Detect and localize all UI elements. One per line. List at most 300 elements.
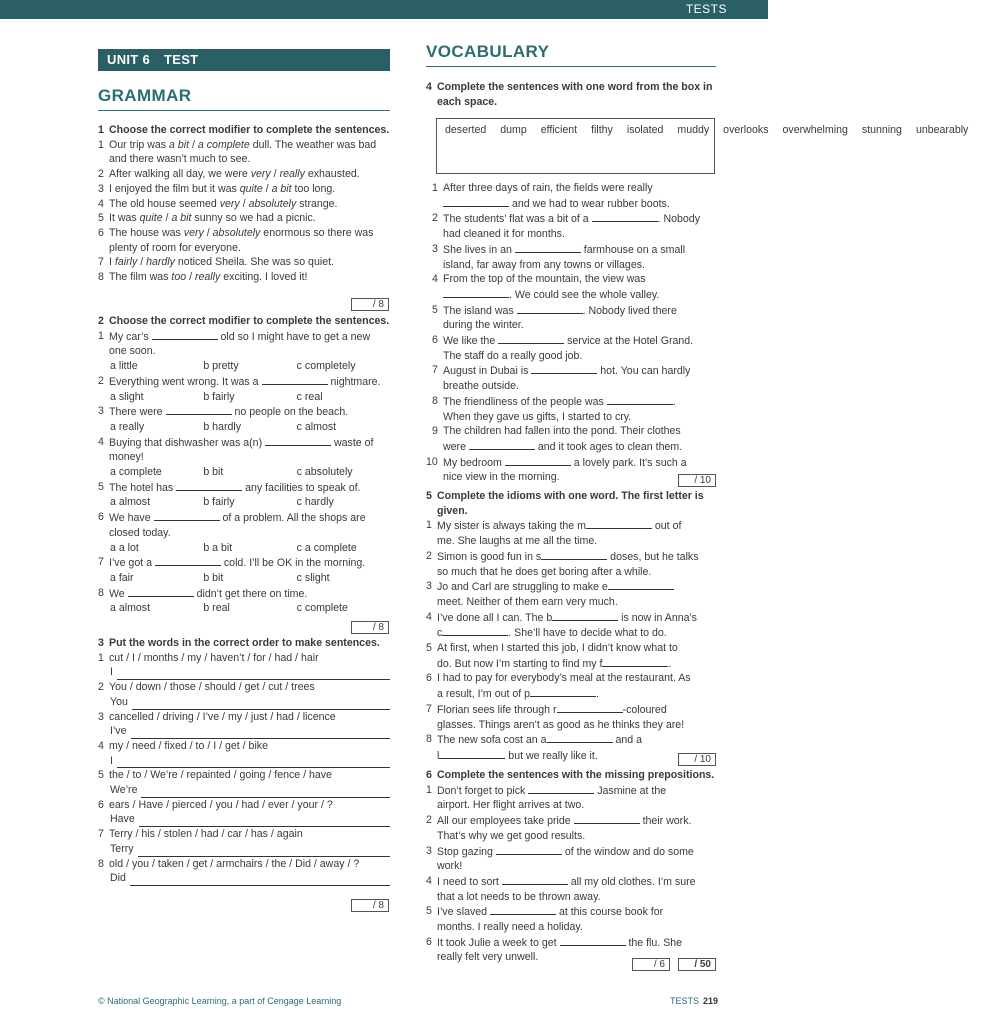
question-text: [443, 439, 718, 455]
question-number: 3: [426, 580, 432, 593]
question-item: [98, 270, 390, 285]
question-text: [443, 242, 718, 258]
text-segment: so much that he does get boring after a while.: [437, 565, 652, 578]
sentence-start: Have: [110, 813, 135, 826]
answer-gap[interactable]: [439, 748, 505, 759]
answer-line: [98, 871, 390, 886]
question-line: [432, 227, 718, 242]
option-c: c real: [296, 390, 323, 403]
score-box-5: / 10: [678, 753, 716, 766]
question-number: [426, 829, 437, 844]
question-number: [426, 798, 437, 813]
options-row: [98, 420, 390, 435]
question-text: [437, 718, 718, 733]
answer-gap[interactable]: [592, 211, 658, 222]
box-word: filthy: [591, 124, 613, 136]
text-segment: really felt very unwell.: [437, 951, 539, 964]
text-segment: My car’s: [109, 330, 152, 343]
question-text: [109, 270, 390, 285]
answer-gap[interactable]: [517, 303, 583, 314]
question-number: 1: [426, 783, 432, 796]
option-1: quite: [139, 212, 163, 225]
question-text: [109, 480, 390, 496]
question-item: [98, 798, 390, 813]
option-b: b fairly: [203, 496, 235, 509]
question-line: [432, 363, 718, 379]
text-segment: noticed Sheila. She was so quiet.: [174, 256, 334, 269]
question-item: [98, 739, 390, 754]
text-segment: She lives in an: [443, 243, 515, 256]
question-number: 1: [98, 329, 104, 342]
question-line: [432, 424, 718, 439]
answer-gap[interactable]: [574, 813, 640, 824]
box-word: muddy: [677, 124, 710, 136]
text-segment: The film was: [109, 271, 172, 284]
sentence-start: I: [110, 666, 113, 679]
question-text: [443, 394, 718, 410]
question-text: [443, 455, 718, 471]
question-line: [426, 686, 718, 702]
text-segment: all my old clothes. I’m sure: [567, 875, 696, 888]
answer-gap[interactable]: [155, 555, 221, 566]
question-number: 6: [426, 935, 432, 948]
option-c: c slight: [296, 571, 330, 584]
question-number: 7: [98, 256, 104, 269]
answer-gap[interactable]: [469, 439, 535, 450]
text-segment: strange.: [296, 197, 338, 210]
question-item: [98, 827, 390, 842]
question-text: [437, 732, 718, 748]
sentence-start: We’re: [110, 784, 138, 797]
exercise-6: [426, 768, 718, 965]
slash: /: [189, 138, 198, 151]
answer-line: [98, 695, 390, 710]
text-segment: of the window and do some: [561, 845, 694, 858]
question-number: 8: [98, 586, 104, 599]
scrambled-words: old / you / taken / get / armchairs / the / Did / away / ?: [109, 857, 360, 870]
text-segment: glasses. Things aren’t as good as he thinks they are!: [437, 718, 685, 731]
question-number: 8: [432, 394, 438, 407]
question-number: 6: [98, 226, 104, 239]
question-line: [432, 272, 718, 287]
scrambled-words: my / need / fixed / to / I / get / bike: [109, 739, 268, 752]
answer-gap[interactable]: [530, 686, 596, 697]
answer-gap[interactable]: [515, 242, 581, 253]
answer-gap[interactable]: [505, 455, 571, 466]
answer-input[interactable]: [139, 816, 390, 827]
text-segment: Don’t forget to pick: [437, 784, 529, 797]
option-1: very: [183, 226, 204, 239]
answer-gap[interactable]: [176, 480, 242, 491]
question-text: [437, 813, 718, 829]
question-line: [432, 333, 718, 349]
copyright: © National Geographic Learning, a part of Cengage Learning: [98, 996, 342, 1006]
slash: /: [239, 197, 249, 210]
question-line: [432, 303, 718, 319]
question-text: [443, 227, 718, 242]
answer-input[interactable]: [117, 669, 390, 680]
option-b: b real: [203, 602, 230, 615]
question-number: 6: [426, 672, 432, 685]
answer-gap[interactable]: [496, 844, 562, 855]
text-segment: The island was: [443, 304, 517, 317]
question-item: [98, 651, 390, 666]
text-segment: their work.: [639, 815, 692, 828]
option-1: too: [171, 271, 187, 284]
answer-input[interactable]: [132, 699, 390, 710]
question-number: 8: [98, 857, 104, 870]
answer-gap[interactable]: [128, 586, 194, 597]
question-number: 2: [426, 549, 432, 562]
answer-gap[interactable]: [154, 510, 220, 521]
question-number: 7: [98, 828, 104, 841]
question-number: 2: [426, 814, 432, 827]
question-text: [437, 565, 718, 580]
text-segment: out of: [651, 520, 682, 533]
answer-gap[interactable]: [490, 904, 556, 915]
text-segment: me. She laughs at me all the time.: [437, 535, 598, 548]
text-segment: do. But now I’m starting to find my f: [437, 657, 603, 670]
option-a: a slight: [110, 390, 144, 403]
text-segment: a result, I’m out of p: [437, 688, 531, 701]
question-number: 1: [426, 519, 432, 532]
exercise-3: [98, 636, 390, 886]
question-number: [432, 410, 443, 425]
question-line: [432, 287, 718, 303]
question-item: [98, 586, 390, 602]
question-line: [432, 349, 718, 364]
question-item: [98, 197, 390, 212]
exercise-number: 4: [426, 81, 432, 93]
sentence-start: I: [110, 754, 113, 767]
text-segment: .: [672, 395, 676, 408]
text-segment: waste of money!: [109, 436, 374, 464]
question-number: [426, 595, 437, 610]
slash: /: [186, 271, 195, 284]
scrambled-words: Terry / his / stolen / had / car / has / again: [109, 828, 303, 841]
answer-gap[interactable]: [265, 435, 331, 446]
question-number: 7: [432, 364, 438, 377]
text-segment: The house was: [109, 226, 184, 239]
answer-gap[interactable]: [166, 404, 232, 415]
question-line: [426, 671, 718, 686]
question-number: 9: [432, 425, 438, 438]
question-number: [432, 287, 443, 303]
question-text: [443, 470, 718, 485]
answer-gap[interactable]: [442, 625, 508, 636]
answer-gap[interactable]: [502, 874, 568, 885]
question-item: [98, 510, 390, 540]
question-line: [426, 813, 718, 829]
answer-gap[interactable]: [547, 732, 613, 743]
question-line: [432, 196, 718, 212]
scrambled-words: cancelled / driving / I’ve / my / just / had / licence: [109, 710, 336, 723]
exercise-4: [426, 181, 718, 485]
question-line: [426, 920, 718, 935]
question-line: [426, 844, 718, 860]
question-text: [437, 920, 718, 935]
exercise-4-instruction: [426, 80, 718, 109]
question-number: [432, 196, 443, 212]
answer-line: [98, 665, 390, 680]
question-text: [443, 181, 718, 196]
answer-gap[interactable]: [560, 935, 626, 946]
question-line: [426, 565, 718, 580]
option-b: b hardly: [203, 420, 242, 433]
question-number: [432, 349, 443, 364]
answer-gap[interactable]: [552, 610, 618, 621]
options-row: [98, 465, 390, 480]
question-line: [426, 549, 718, 565]
answer-gap[interactable]: [586, 518, 652, 529]
question-text: [437, 579, 718, 595]
text-segment: and a: [612, 734, 643, 747]
answer-gap[interactable]: [531, 363, 597, 374]
text-segment: I’ve slaved: [437, 906, 490, 919]
answer-gap[interactable]: [557, 702, 623, 713]
question-number: [432, 439, 443, 455]
text-segment: the flu. She: [625, 936, 683, 949]
grammar-rule: [98, 110, 390, 111]
question-line: [432, 379, 718, 394]
answer-input[interactable]: [130, 875, 390, 886]
question-item: [98, 138, 390, 167]
question-text: [109, 182, 390, 197]
question-number: 7: [426, 702, 432, 715]
text-segment: Simon is good fun in s: [437, 550, 542, 563]
instruction-text: Choose the correct modifier to complete the sentences.: [109, 315, 390, 327]
question-line: [426, 859, 718, 874]
word-box: [436, 118, 969, 174]
text-segment: at this course book for: [556, 906, 664, 919]
answer-input[interactable]: [131, 728, 391, 739]
question-text: [109, 586, 390, 602]
text-segment: during the winter.: [443, 319, 524, 332]
answer-line: [98, 724, 390, 739]
question-text: [437, 950, 718, 965]
question-number: [426, 748, 440, 764]
sentence-start: Did: [110, 872, 126, 885]
instruction: [98, 636, 390, 651]
text-segment: but we really like it.: [505, 749, 598, 762]
text-segment: The new sofa cost an a: [437, 734, 547, 747]
option-b: b fairly: [203, 390, 235, 403]
answer-line: [98, 812, 390, 827]
text-segment: Our trip was: [109, 138, 170, 151]
question-item: [98, 680, 390, 695]
question-text: [109, 197, 390, 212]
text-segment: That’s why we get good results.: [437, 829, 586, 842]
question-number: 5: [426, 905, 432, 918]
box-word: deserted: [445, 124, 487, 136]
option-1: very: [250, 168, 271, 181]
instruction-text: Choose the correct modifier to complete the sentences.: [109, 124, 390, 136]
question-number: [426, 565, 437, 580]
question-number: [426, 686, 437, 702]
text-segment: exciting. I loved it!: [220, 271, 308, 284]
question-number: 5: [432, 303, 438, 316]
question-text: [443, 424, 718, 439]
option-2: absolutely: [212, 226, 261, 239]
option-2: absolutely: [248, 197, 297, 210]
question-number: 3: [426, 844, 432, 857]
text-segment: Everything went wrong. It was a: [109, 375, 262, 388]
question-line: [432, 181, 718, 196]
unit-banner: [98, 49, 390, 71]
option-a: a really: [110, 420, 145, 433]
question-number: 7: [98, 556, 104, 569]
answer-gap[interactable]: [498, 333, 564, 344]
text-segment: no people on the beach.: [231, 406, 349, 419]
question-number: [426, 625, 437, 641]
unit-title: UNIT 6: [107, 52, 150, 67]
answer-gap[interactable]: [262, 374, 328, 385]
box-word: isolated: [626, 124, 664, 136]
answer-input[interactable]: [138, 846, 390, 857]
question-text: [109, 138, 390, 167]
text-segment: is now in Anna’s: [618, 611, 697, 624]
question-text: [109, 510, 390, 540]
answer-gap[interactable]: [152, 329, 218, 340]
question-text: [443, 211, 718, 227]
question-line: [432, 242, 718, 258]
question-number: 3: [432, 242, 438, 255]
question-text: [437, 610, 718, 626]
vocabulary-rule: [426, 66, 716, 67]
answer-gap[interactable]: [602, 656, 668, 667]
text-segment: enormous so there was plenty of room for everyone.: [109, 226, 374, 254]
question-text: [109, 555, 390, 571]
question-number: 8: [98, 271, 104, 284]
question-line: [432, 211, 718, 227]
text-segment: cold. I’ll be OK in the morning.: [220, 557, 366, 570]
question-text: [437, 595, 718, 610]
question-number: 4: [426, 610, 432, 623]
question-item: [98, 480, 390, 496]
text-segment: service at the Hotel Grand.: [564, 335, 694, 348]
answer-input[interactable]: [141, 787, 390, 798]
question-number: 2: [98, 374, 104, 387]
text-segment: . Nobody: [657, 213, 700, 226]
text-segment: and it took ages to clean them.: [534, 440, 683, 453]
text-segment: Stop gazing: [437, 845, 496, 858]
question-number: 6: [432, 334, 438, 347]
text-segment: I had to pay for everybody’s meal at the restaurant. As: [437, 672, 691, 685]
question-text: [437, 935, 718, 951]
exercise-number: 6: [426, 769, 432, 781]
top-bar: [0, 0, 768, 19]
answer-gap[interactable]: [443, 287, 509, 298]
text-segment: I’ve done all I can. The b: [437, 611, 553, 624]
question-line: [426, 890, 718, 905]
question-line: [426, 950, 718, 965]
grammar-heading: GRAMMAR: [98, 86, 192, 105]
question-item: [98, 710, 390, 725]
text-segment: c: [437, 627, 443, 640]
text-segment: I need to sort: [437, 875, 502, 888]
box-word: overwhelming: [782, 124, 848, 136]
text-segment: There were: [109, 406, 166, 419]
question-item: [98, 167, 390, 182]
question-line: [426, 935, 718, 951]
text-segment: work!: [437, 860, 463, 873]
option-b: b bit: [203, 571, 224, 584]
answer-gap[interactable]: [607, 394, 673, 405]
option-1: quite: [239, 182, 263, 195]
text-segment: We have: [109, 512, 154, 525]
option-c: c complete: [296, 602, 348, 615]
question-text: [443, 363, 718, 379]
question-line: [426, 518, 718, 534]
option-c: c almost: [296, 420, 337, 433]
question-number: [432, 470, 443, 485]
sentence-start: I’ve: [110, 725, 127, 738]
question-text: [437, 890, 718, 905]
question-number: 3: [98, 710, 104, 723]
answer-input[interactable]: [117, 757, 390, 768]
question-text: [437, 671, 718, 686]
question-line: [432, 394, 718, 410]
answer-gap[interactable]: [528, 783, 594, 794]
text-segment: .: [596, 688, 599, 701]
question-number: [432, 379, 443, 394]
text-segment: I enjoyed the film but it was: [109, 182, 240, 195]
page-footer: TESTS 219: [670, 996, 719, 1006]
text-segment: The children had fallen into the pond. Their clothes: [443, 425, 681, 438]
question-text: [437, 844, 718, 860]
question-text: [109, 226, 390, 255]
slash: /: [270, 168, 280, 181]
exercise-2: [98, 314, 390, 616]
question-text: [437, 783, 718, 799]
question-text: [443, 258, 718, 273]
answer-gap[interactable]: [608, 579, 674, 590]
question-number: [432, 227, 443, 242]
option-a: a a lot: [110, 541, 139, 554]
question-item: [98, 329, 390, 359]
answer-line: [98, 783, 390, 798]
answer-gap[interactable]: [443, 196, 509, 207]
text-segment: My bedroom: [443, 456, 505, 469]
sentence-start: Terry: [110, 842, 134, 855]
text-segment: When they gave us gifts, I started to cry.: [443, 410, 632, 423]
question-line: [426, 656, 718, 672]
option-2: a bit: [171, 212, 192, 225]
question-item: [98, 211, 390, 226]
scrambled-words: the / to / We’re / repainted / going / fence / have: [109, 769, 332, 782]
question-number: [426, 656, 437, 672]
option-c: c hardly: [296, 496, 334, 509]
text-segment: The friendliness of the people was: [443, 395, 607, 408]
question-text: [437, 829, 718, 844]
question-number: 4: [432, 273, 438, 286]
question-text: [437, 874, 718, 890]
question-number: [426, 859, 437, 874]
instruction: [426, 768, 718, 783]
question-text: [443, 318, 718, 333]
question-text: [437, 798, 718, 813]
options-row: [98, 571, 390, 586]
options-row: [98, 359, 390, 374]
question-text: [437, 641, 718, 656]
answer-line: [98, 842, 390, 857]
question-number: 3: [98, 405, 104, 418]
box-word: efficient: [540, 124, 578, 136]
answer-gap[interactable]: [541, 549, 607, 560]
answer-line: [98, 754, 390, 769]
text-segment: island, far away from any towns or villages.: [443, 258, 645, 271]
score-box-1: / 8: [351, 298, 389, 311]
